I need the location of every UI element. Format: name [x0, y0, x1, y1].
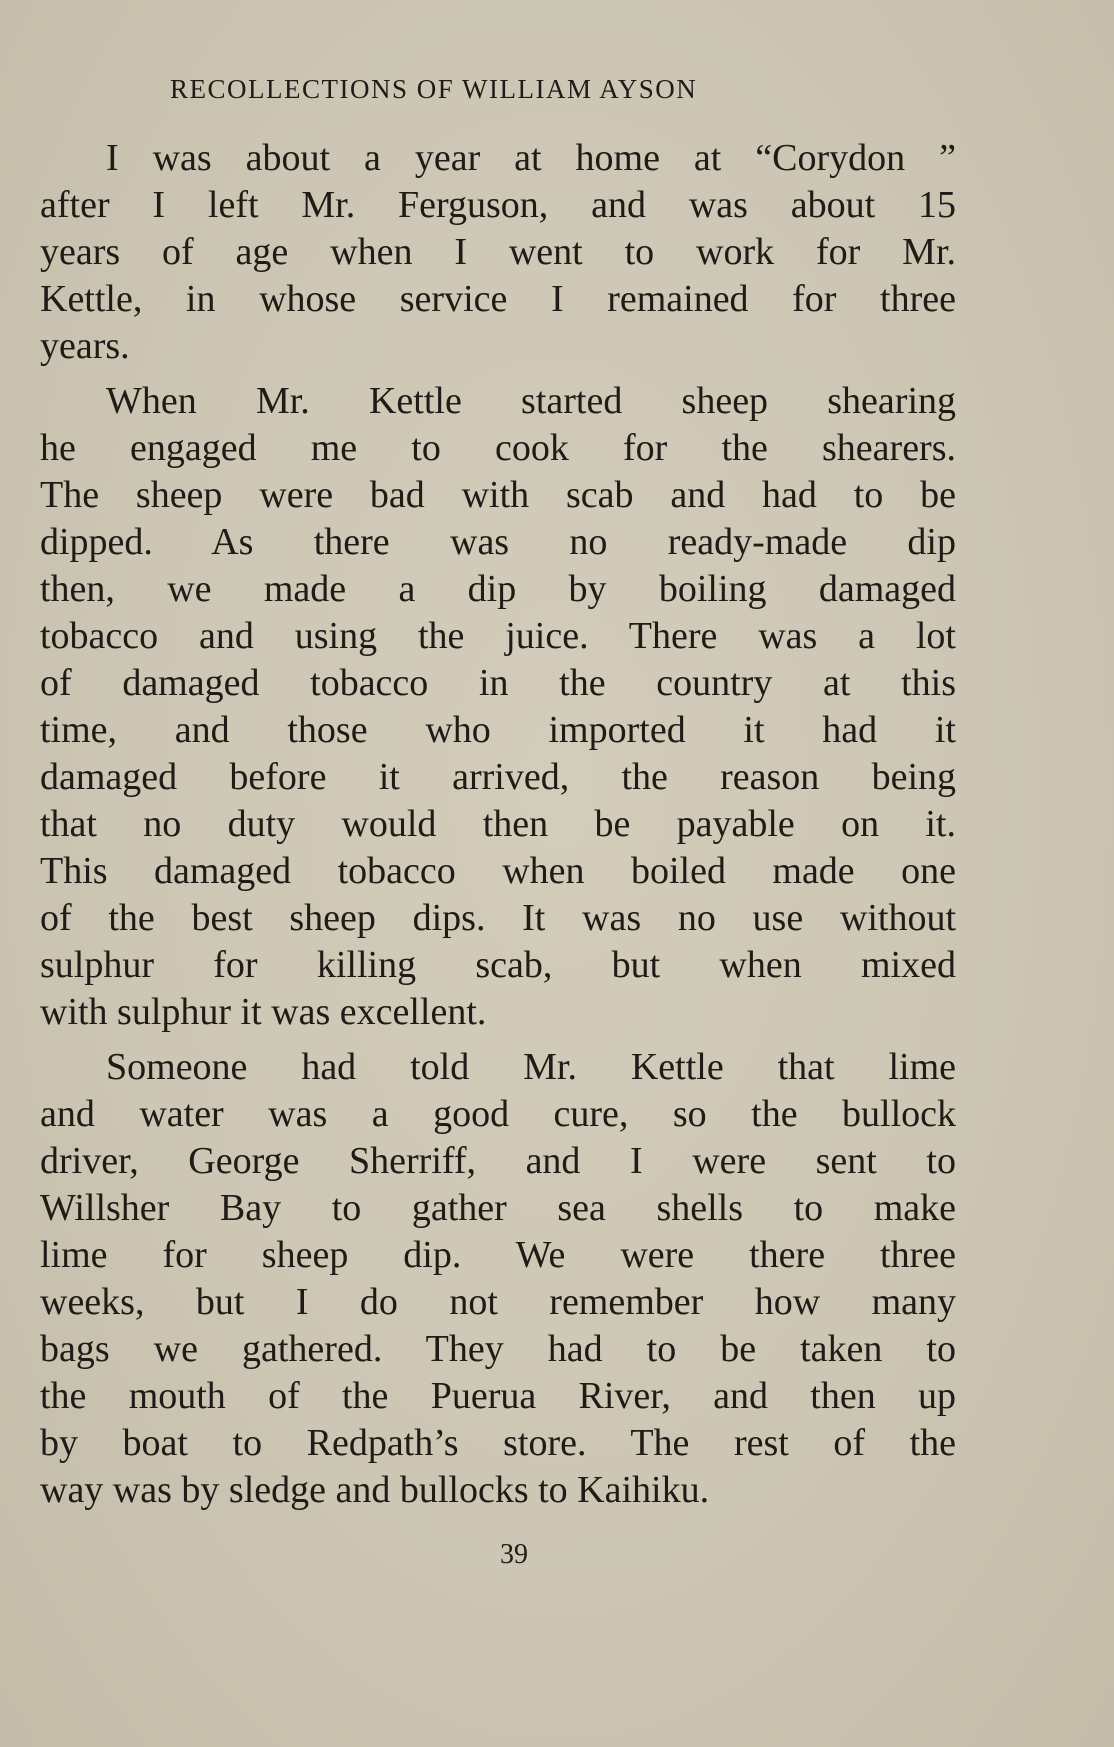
text-line: bags we gathered. They had to be taken to	[40, 1328, 956, 1370]
text-line: of damaged tobacco in the country at this	[40, 662, 956, 704]
text-line: dipped. As there was no ready-made dip	[40, 521, 956, 563]
paragraph-1	[40, 135, 956, 370]
text-line: with sulphur it was excellent.	[40, 991, 487, 1033]
text-line: lime for sheep dip. We were there three	[40, 1234, 956, 1276]
paragraph-3	[40, 1044, 956, 1514]
text-line: The sheep were bad with scab and had to be	[40, 474, 956, 516]
text-line: Willsher Bay to gather sea shells to make	[40, 1187, 956, 1229]
text-line: time, and those who imported it had it	[40, 709, 956, 751]
body-text	[40, 135, 956, 1522]
text-line: he engaged me to cook for the shearers.	[40, 427, 956, 469]
text-line: When Mr. Kettle started sheep shearing	[106, 380, 956, 422]
paragraph-2	[40, 378, 956, 1036]
text-line: way was by sledge and bullocks to Kaihiku.	[40, 1469, 710, 1511]
text-line: Kettle, in whose service I remained for three	[40, 278, 956, 320]
text-line: by boat to Redpath’s store. The rest of the	[40, 1422, 956, 1464]
page-number: 39	[500, 1539, 528, 1570]
text-line: I was about a year at home at “Corydon ”	[106, 137, 956, 179]
text-line: and water was a good cure, so the bullock	[40, 1093, 956, 1135]
text-line: the mouth of the Puerua River, and then up	[40, 1375, 956, 1417]
text-line: sulphur for killing scab, but when mixed	[40, 944, 956, 986]
text-line: that no duty would then be payable on it.	[40, 803, 956, 845]
text-line: driver, George Sherriff, and I were sent to	[40, 1140, 956, 1182]
text-line: Someone had told Mr. Kettle that lime	[106, 1046, 956, 1088]
text-line: years of age when I went to work for Mr.	[40, 231, 956, 273]
text-line: after I left Mr. Ferguson, and was about 15	[40, 184, 956, 226]
text-line: weeks, but I do not remember how many	[40, 1281, 956, 1323]
text-line: This damaged tobacco when boiled made one	[40, 850, 956, 892]
text-line: of the best sheep dips. It was no use without	[40, 897, 956, 939]
text-line: then, we made a dip by boiling damaged	[40, 568, 956, 610]
text-line: tobacco and using the juice. There was a lot	[40, 615, 956, 657]
running-head: RECOLLECTIONS OF WILLIAM AYSON	[170, 74, 698, 104]
text-line: years.	[40, 325, 130, 367]
text-line: damaged before it arrived, the reason being	[40, 756, 956, 798]
